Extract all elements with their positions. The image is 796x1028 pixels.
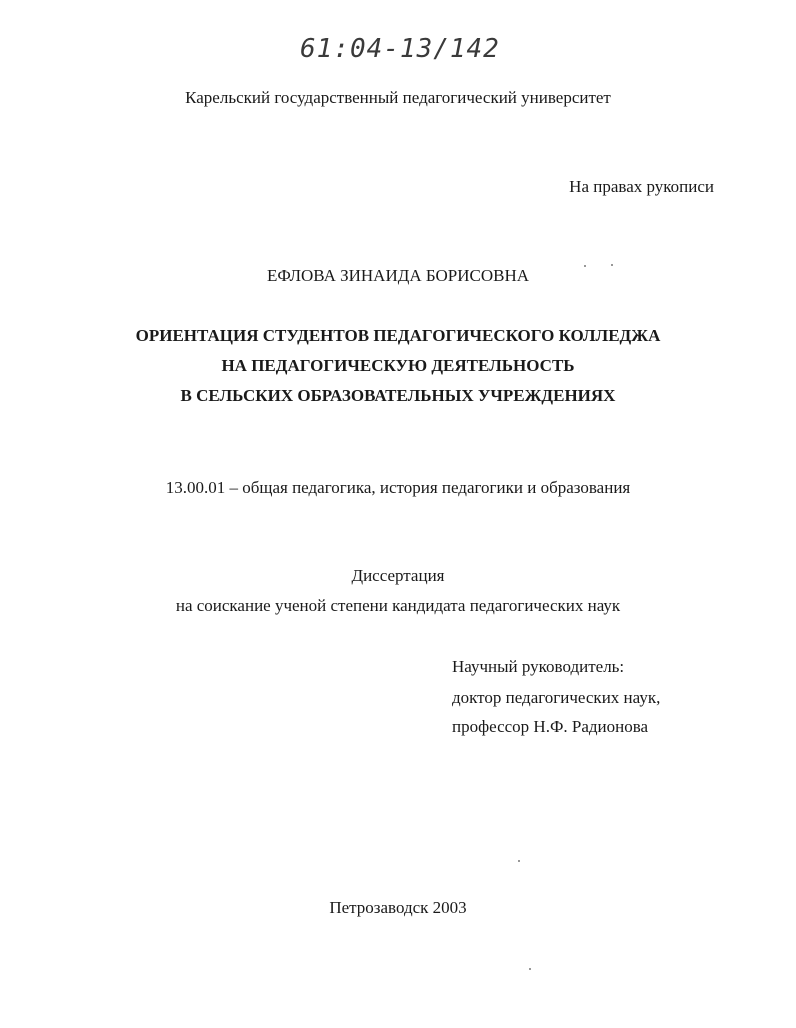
scan-speck [529,968,531,970]
scan-speck [584,265,586,267]
title-line-2: НА ПЕДАГОГИЧЕСКУЮ ДЕЯТЕЛЬНОСТЬ [221,356,575,375]
supervisor-name: профессор Н.Ф. Радионова [452,717,649,736]
manuscript-rights-note: На правах рукописи [569,177,714,196]
dissertation-label: Диссертация [351,566,445,585]
author-name: ЕФЛОВА ЗИНАИДА БОРИСОВНА [266,266,530,285]
degree-description: на соискание ученой степени кандидата педагогических наук [175,596,621,615]
supervisor-label: Научный руководитель: [452,657,625,676]
title-line-1: ОРИЕНТАЦИЯ СТУДЕНТОВ ПЕДАГОГИЧЕСКОГО КОЛЛЕДЖА [135,326,661,345]
specialty-code: 13.00.01 – общая педагогика, история педагогики и образования [165,478,631,497]
university-name: Карельский государственный педагогический университет [185,88,611,107]
scan-speck [518,860,520,862]
title-line-3: В СЕЛЬСКИХ ОБРАЗОВАТЕЛЬНЫХ УЧРЕЖДЕНИЯХ [180,386,616,405]
archive-stamp: 61:04-13/142 [300,34,500,64]
city-year: Петрозаводск 2003 [329,898,467,917]
scan-speck [611,264,613,266]
supervisor-degree: доктор педагогических наук, [452,688,661,707]
